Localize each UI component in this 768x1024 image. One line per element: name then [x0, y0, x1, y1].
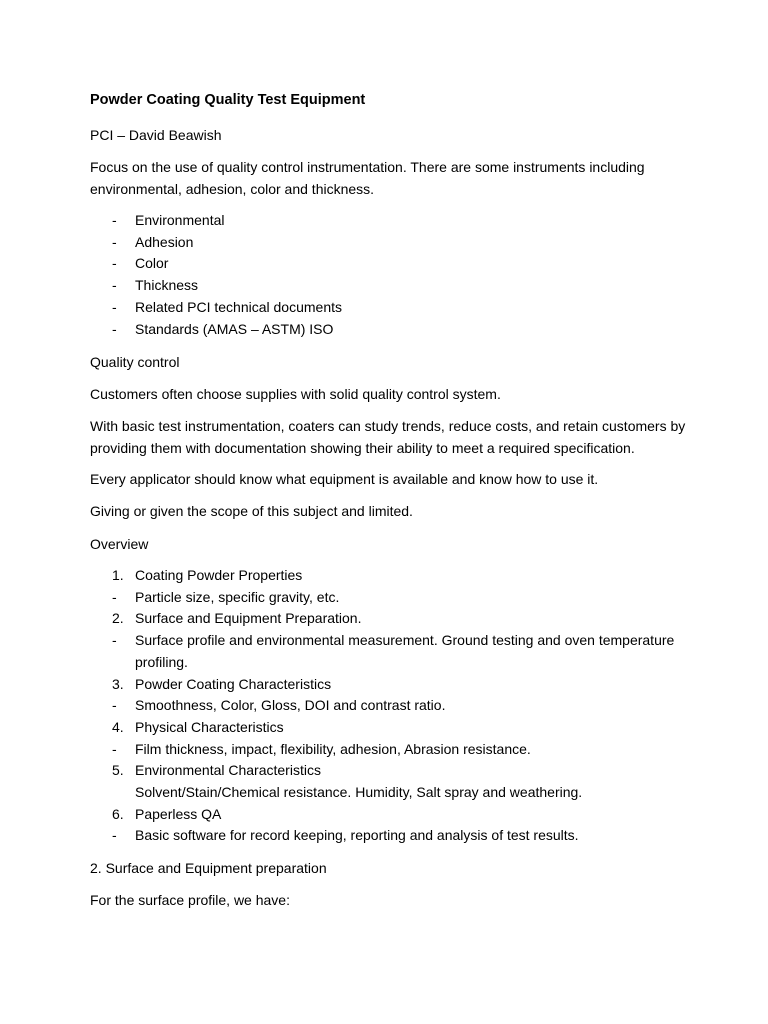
list-item: [90, 739, 690, 761]
list-item-text: Surface and Equipment Preparation.: [135, 610, 362, 627]
quality-control-heading: Quality control: [90, 354, 180, 370]
list-item-text: Environmental Characteristics: [135, 762, 321, 779]
list-marker: 6.: [112, 805, 124, 822]
list-item-text: Particle size, specific gravity, etc.: [135, 588, 340, 605]
list-marker: -: [112, 827, 117, 844]
list-item: [90, 717, 690, 739]
list-item: [90, 210, 690, 232]
list-marker: -: [112, 740, 117, 757]
list-item: [90, 587, 690, 609]
list-item-text: Surface profile and environmental measurement. Ground testing and oven temperature profiling.: [135, 632, 675, 670]
list-item-text: Film thickness, impact, flexibility, adhesion, Abrasion resistance.: [135, 740, 531, 757]
list-marker: 2.: [112, 610, 124, 627]
list-item-text: Solvent/Stain/Chemical resistance. Humidity, Salt spray and weathering.: [135, 784, 583, 801]
bullet-marker: -: [112, 320, 117, 337]
bullet-marker: -: [112, 233, 117, 250]
list-item: [90, 825, 690, 847]
list-marker: -: [112, 588, 117, 605]
list-item: [90, 608, 690, 630]
list-item: [90, 319, 690, 341]
author-line: PCI – David Beawish: [90, 127, 222, 143]
list-item: [90, 275, 690, 297]
document-title: Powder Coating Quality Test Equipment: [90, 92, 366, 108]
list-item: [90, 565, 690, 587]
list-item-text: Basic software for record keeping, reporting and analysis of test results.: [135, 827, 579, 844]
list-item: [90, 253, 690, 275]
list-marker: 4.: [112, 718, 124, 735]
intro-paragraph: Focus on the use of quality control instrumentation. There are some instruments including environmental, adhesion, color and thickness.: [90, 159, 645, 197]
list-item: [90, 760, 690, 782]
list-item-text: Thickness: [135, 277, 199, 294]
list-item-text: Paperless QA: [135, 805, 222, 822]
bullet-marker: -: [112, 212, 117, 228]
section-2-paragraph: For the surface profile, we have:: [90, 892, 290, 908]
scope-paragraph: Giving or given the scope of this subject and limited.: [90, 503, 413, 519]
list-item-text: Adhesion: [135, 233, 194, 250]
list-item-text: Physical Characteristics: [135, 718, 284, 735]
bullet-marker: -: [112, 298, 117, 315]
list-item: [90, 232, 690, 254]
section-2-heading: 2. Surface and Equipment preparation: [90, 860, 327, 876]
customers-paragraph: Customers often choose supplies with solid quality control system.: [90, 386, 501, 402]
list-marker: -: [112, 697, 117, 714]
list-item: [90, 674, 690, 696]
list-item: [90, 782, 690, 804]
list-item: [90, 695, 690, 717]
list-marker: 5.: [112, 762, 124, 779]
list-item: [90, 630, 690, 673]
list-item-text: Environmental: [135, 212, 225, 228]
applicator-paragraph: Every applicator should know what equipment is available and know how to use it.: [90, 471, 599, 487]
bullet-marker: -: [112, 255, 117, 272]
list-marker: 1.: [112, 567, 124, 583]
list-item-text: Smoothness, Color, Gloss, DOI and contrast ratio.: [135, 697, 446, 714]
overview-list: [90, 565, 690, 847]
overview-heading: Overview: [90, 536, 149, 552]
list-item: [90, 804, 690, 826]
instrument-bullet-list: [90, 210, 690, 340]
list-item-text: Related PCI technical documents: [135, 298, 342, 315]
list-marker: -: [112, 632, 117, 649]
bullet-marker: -: [112, 277, 117, 294]
list-item: [90, 297, 690, 319]
basic-instrumentation-paragraph: With basic test instrumentation, coaters can study trends, reduce costs, and retain customers by providing them with documentation showing their ability to meet a required specification.: [90, 418, 686, 456]
list-item-text: Color: [135, 255, 169, 272]
list-item-text: Standards (AMAS – ASTM) ISO: [135, 320, 334, 337]
list-item-text: Powder Coating Characteristics: [135, 675, 332, 692]
list-item-text: Coating Powder Properties: [135, 567, 303, 583]
list-marker: 3.: [112, 675, 124, 692]
